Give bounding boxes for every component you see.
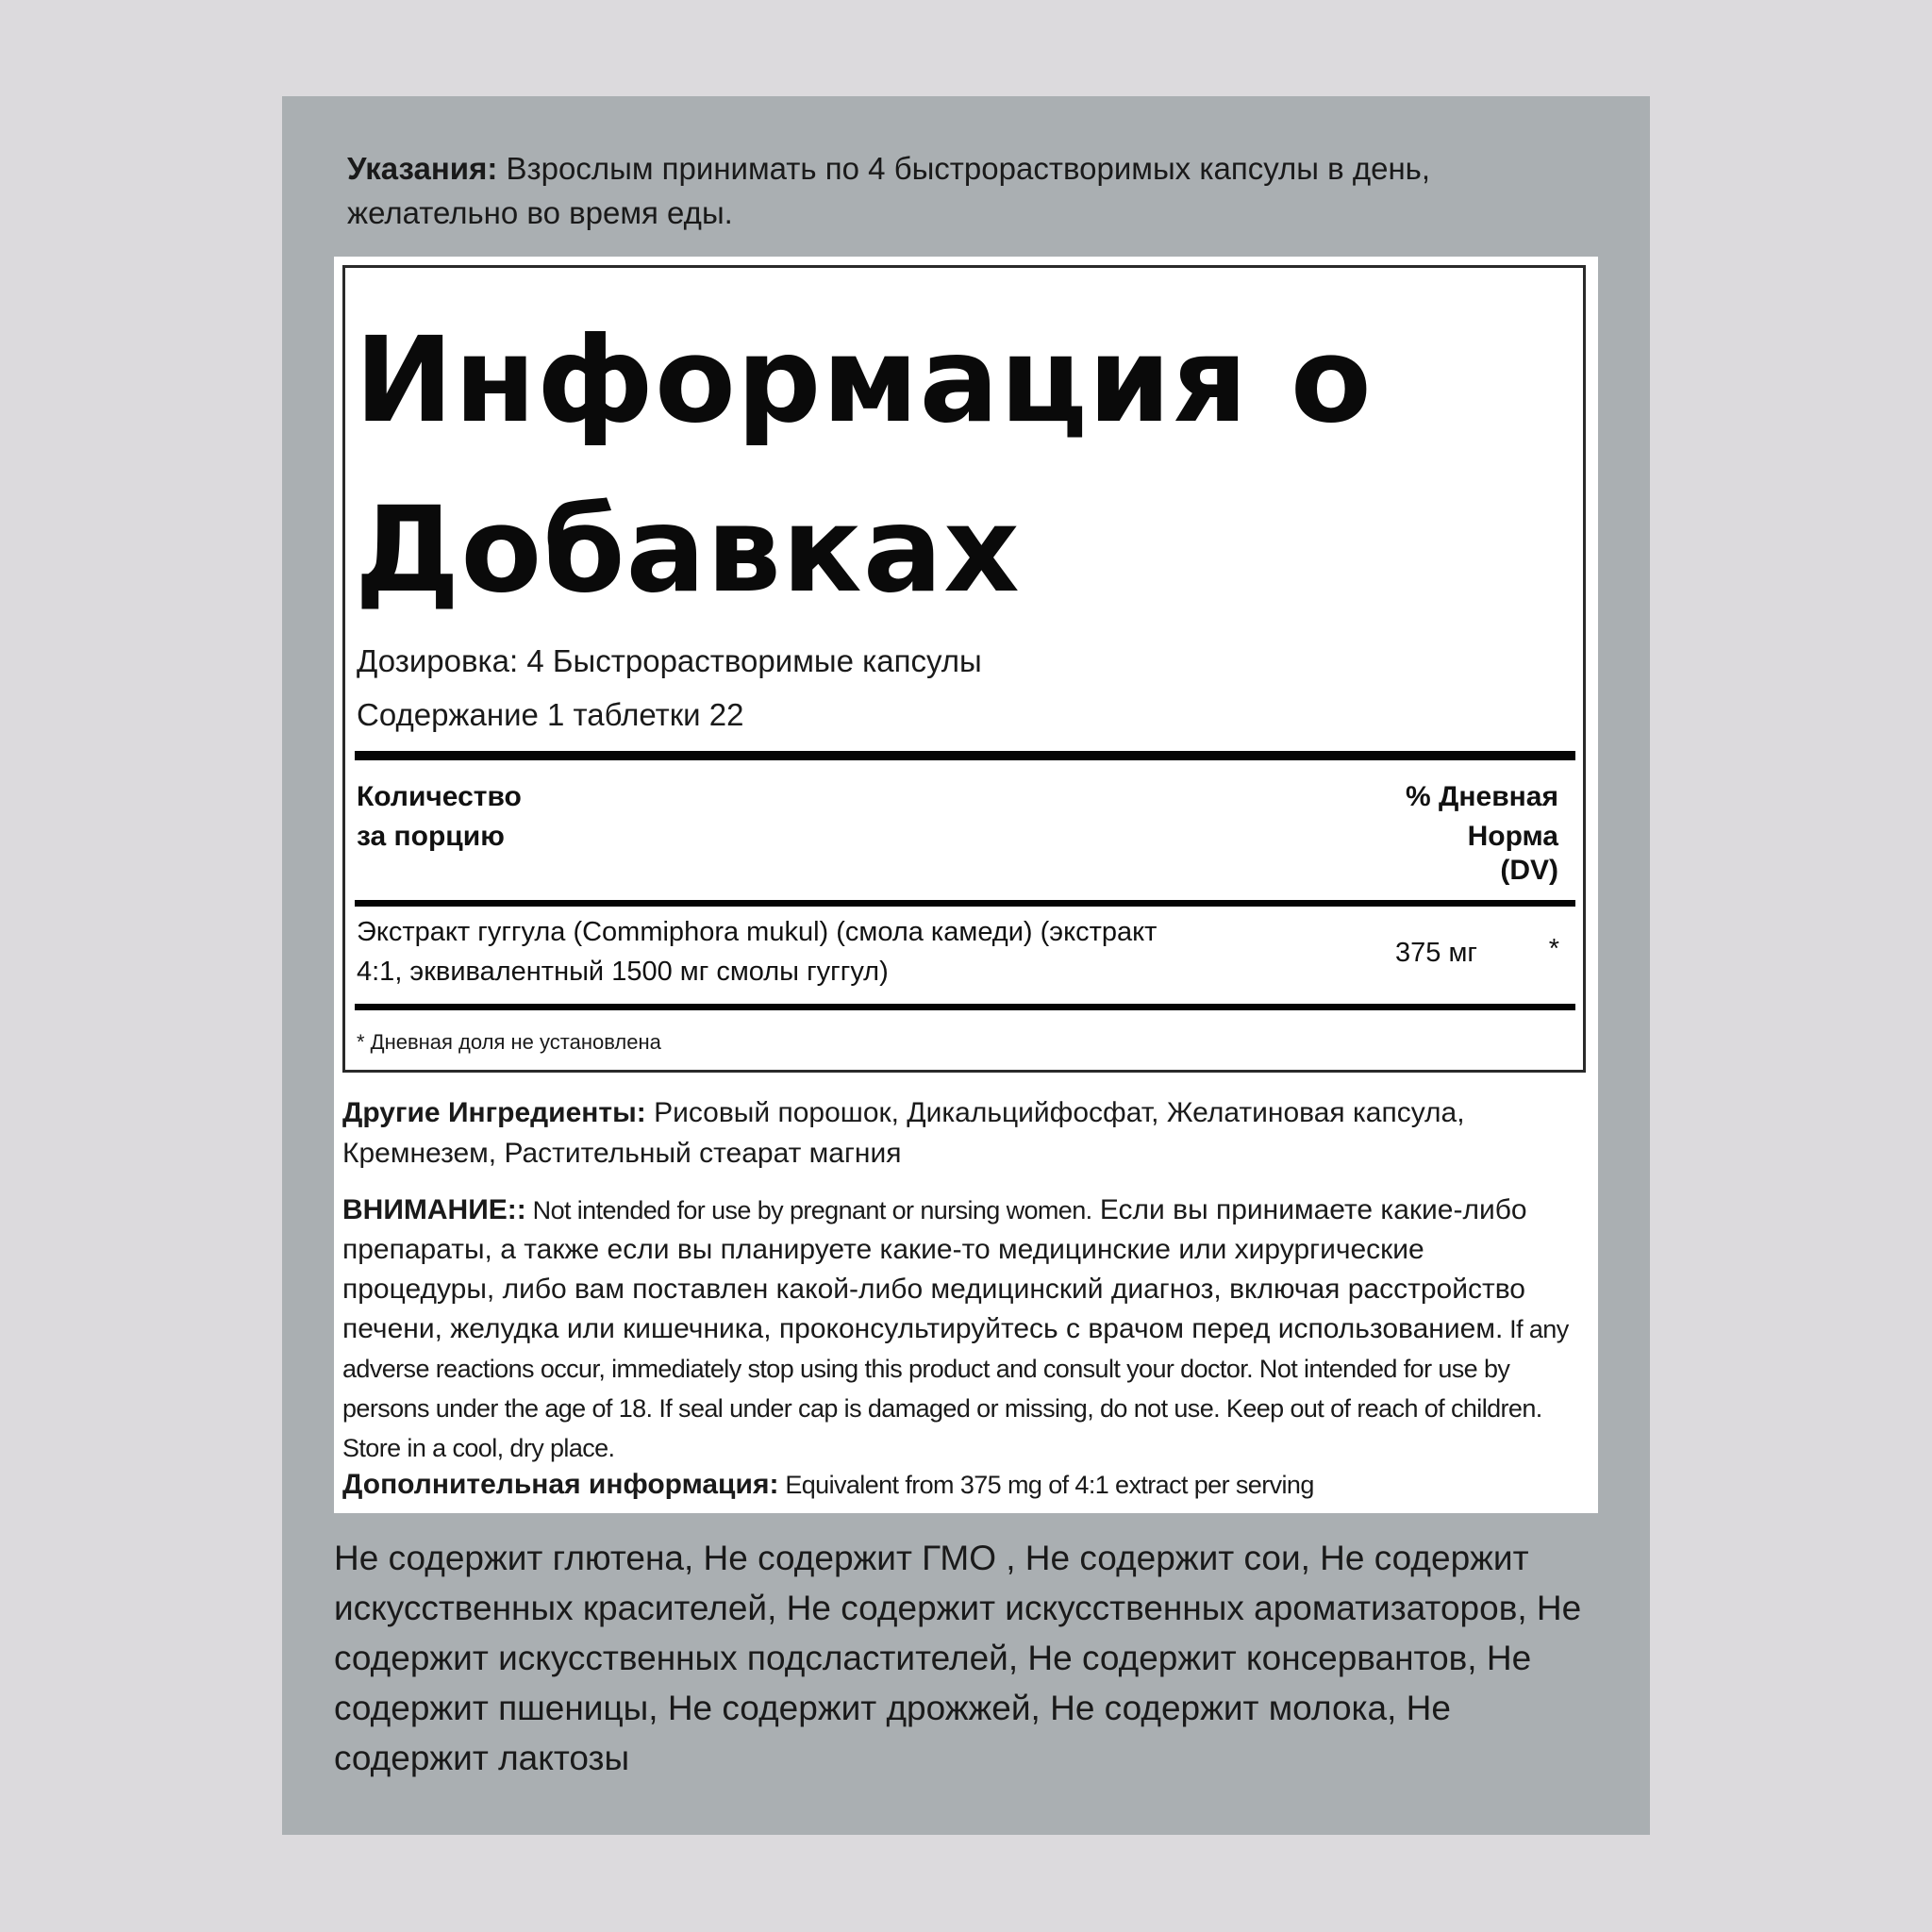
- directions-text: Взрослым принимать по 4 быстрорастворимых капсулы в день, желательно во время еды.: [347, 151, 1431, 230]
- directions: [347, 146, 1574, 235]
- serving-size: Дозировка: 4 Быстрорастворимые капсулы: [357, 643, 982, 678]
- amount-per-serving-header: Количество за порцию: [357, 781, 522, 852]
- warning: [342, 1191, 1583, 1468]
- divider-ingredients: [355, 1004, 1575, 1010]
- dv-footnote: * Дневная доля не установлена: [357, 1030, 661, 1054]
- ingredient-amount: 375 мг: [1395, 938, 1477, 968]
- warning-text-en-2: If any adverse reactions occur, immediately stop using this product and consult your doctor. Not intended for use by persons under the age of 18. If seal under cap is damaged or missing, do not use. Keep out of reach of children. Store in a cool, dry place.: [342, 1315, 1569, 1462]
- additional-info-text: Equivalent from 375 mg of 4:1 extract per serving: [778, 1471, 1314, 1499]
- divider-header: [355, 900, 1575, 907]
- daily-value-header: % Дневная Норма (DV): [1406, 781, 1558, 886]
- warning-text-ru: Если вы принимаете какие-либо препараты, а также если вы планируете какие-то медицинские или хирургические процедуры, либо вам поставлен какой-либо медицинский диагноз, включая расстройство печени, желудка или кишечника, проконсультируйтесь с врачом перед использованием.: [342, 1194, 1527, 1344]
- divider-thick: [355, 751, 1575, 760]
- ingredient-dv: *: [1548, 934, 1559, 964]
- other-ingredients-text: Рисовый порошок, Дикальцийфосфат, Желатиновая капсула, Кремнезем, Растительный стеарат магния: [342, 1097, 1465, 1169]
- additional-info-label: Дополнительная информация:: [342, 1469, 779, 1500]
- other-ingredients-label: Другие Ингредиенты:: [342, 1097, 646, 1128]
- facts-title: Информация о Добавках: [355, 312, 1373, 619]
- warning-text-en-1: Not intended for use by pregnant or nursing women.: [525, 1196, 1092, 1224]
- directions-label: Указания:: [347, 151, 498, 186]
- ingredient-name: Экстракт гуггула (Commiphora mukul) (смола камеди) (экстракт 4:1, эквивалентный 1500 мг смолы гуггул): [357, 917, 1158, 987]
- additional-info: [342, 1465, 1578, 1505]
- other-ingredients: [342, 1092, 1578, 1174]
- warning-label: ВНИМАНИЕ::: [342, 1194, 526, 1225]
- free-from-claims: Не содержит глютена, Не содержит ГМО , Не содержит сои, Не содержит искусственных красителей, Не содержит искусственных ароматизаторов, Не содержит искусственных подсластителей, Не содержит консервантов, Не содержит пшеницы, Не содержит дрожжей, Не содержит молока, Не содержит лактозы: [334, 1539, 1582, 1777]
- servings-per-container: Содержание 1 таблетки 22: [357, 697, 744, 732]
- supplement-facts-box: [342, 265, 1586, 1073]
